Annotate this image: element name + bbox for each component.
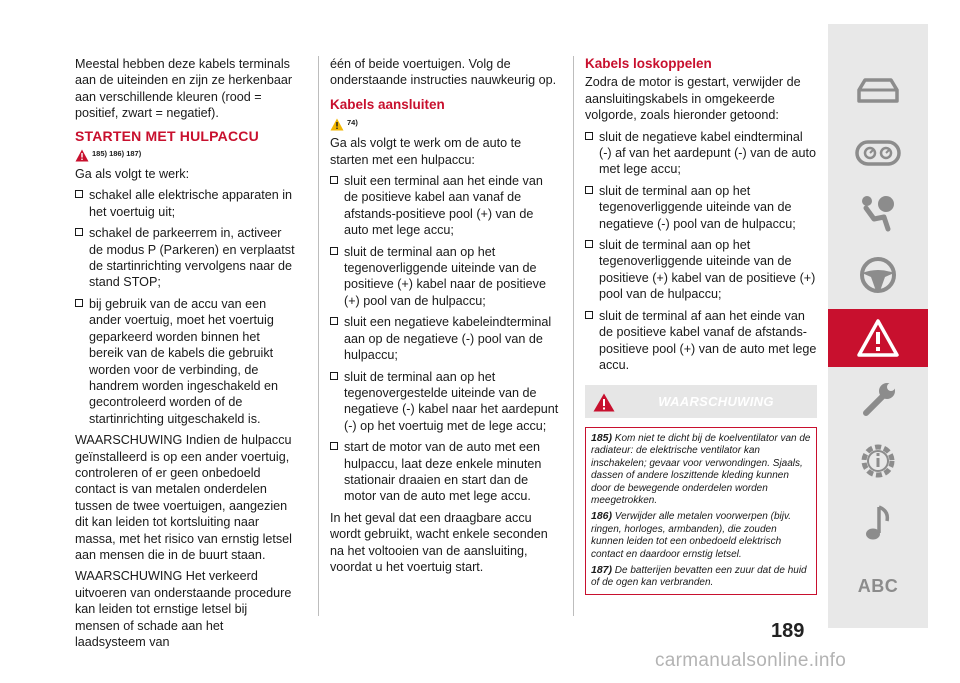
checkbox-bullet-icon bbox=[75, 299, 83, 307]
sidebar-item-technical-data[interactable] bbox=[828, 432, 928, 489]
checkbox-bullet-icon bbox=[330, 176, 338, 184]
caution-ref-number: 74) bbox=[347, 117, 358, 127]
checkbox-bullet-icon bbox=[75, 190, 83, 198]
sidebar-item-dashboard[interactable] bbox=[828, 124, 928, 181]
warning-item-number: 187) bbox=[591, 564, 613, 577]
warning-box bbox=[585, 385, 817, 595]
warning-ref-numbers: 185) 186) 187) bbox=[92, 148, 142, 158]
caution-refs bbox=[330, 115, 560, 131]
music-note-icon bbox=[861, 503, 895, 543]
warning-item: 187) De batterijen bevatten een zuur dat de huid of de ogen kan verbranden. bbox=[591, 564, 807, 589]
list-item: sluit een negatieve kabeleindterminal aan op de negatieve (-) pool van de hulpaccu; bbox=[330, 314, 560, 363]
sidebar-item-driving[interactable] bbox=[828, 246, 928, 303]
watermark: carmanualsonline.info bbox=[655, 650, 847, 671]
intro-text: Zodra de motor is gestart, verwijder de aansluitingskabels in omgekeerde volgorde, zoals hieronder getoond: bbox=[585, 75, 801, 123]
warning-paragraph: WAARSCHUWING Indien de hulpaccu geïnstalleerd is op een ander voertuig, controleren of er geen onbedoeld contact is van metalen onderdelen tussen de twee voertuigen, aangezien dit kan leiden tot kortsluiting naar massa, met het risico van ernstig letsel aan mensen die in de buurt staan. bbox=[75, 433, 292, 562]
sidebar-item-index[interactable] bbox=[828, 558, 928, 615]
checkbox-bullet-icon bbox=[330, 317, 338, 325]
sidebar-item-emergency[interactable] bbox=[828, 309, 928, 367]
checkbox-bullet-icon bbox=[585, 132, 593, 140]
lead-text: Ga als volgt te werk om de auto te starten met een hulpaccu: bbox=[330, 136, 522, 167]
steering-wheel-icon bbox=[858, 255, 898, 295]
list-item: sluit de terminal aan op het tegenoverliggende uiteinde van de positieve (+) kabel van de positieve (+) pool van de hulpaccu; bbox=[585, 237, 817, 303]
checkbox-bullet-icon bbox=[330, 247, 338, 255]
intro-text: Meestal hebben deze kabels terminals aan de uiteinden en zijn ze herkenbaar aan verschillende kleuren (rood = positief, zwart = negatief). bbox=[75, 57, 293, 121]
airbag-person-icon bbox=[858, 193, 898, 233]
checkbox-bullet-icon bbox=[585, 240, 593, 248]
abc-icon: ABC bbox=[857, 576, 899, 596]
checkbox-bullet-icon bbox=[585, 186, 593, 194]
warning-item-number: 186) bbox=[591, 510, 613, 523]
column-3 bbox=[585, 56, 817, 378]
warning-item: 186) Verwijder alle metalen voorwerpen (bijv. ringen, horloges, armbanden), die zouden kunnen leiden tot een onbedoeld elektrisch contact en daardoor ernstig letsel. bbox=[591, 510, 791, 560]
intro-text: één of beide voertuigen. Volg de onderstaande instructies nauwkeurig op. bbox=[330, 57, 557, 88]
caution-triangle-icon bbox=[330, 118, 344, 131]
paragraph: In het geval dat een draagbare accu wordt gebruikt, wacht enkele seconden na het voltooien van de aansluiting, voordat u het voertuig start. bbox=[330, 510, 548, 574]
column-divider-1 bbox=[318, 56, 319, 616]
lead-text: Ga als volgt te werk: bbox=[75, 167, 190, 182]
column-1 bbox=[75, 56, 295, 655]
list-item: sluit een terminal aan het einde van de positieve kabel aan vanaf de afstands-positieve pool (+) van de auto met lege accu; bbox=[330, 173, 560, 239]
warning-refs bbox=[75, 146, 295, 162]
list-item: schakel de parkeerrem in, activeer de modus P (Parkeren) en verplaatst de startinrichting vervolgens naar de stand STOP; bbox=[75, 225, 295, 291]
column-divider-2 bbox=[573, 56, 574, 616]
warning-triangle-icon bbox=[856, 318, 900, 358]
column-2 bbox=[330, 56, 560, 580]
page-number: 189 bbox=[771, 620, 805, 642]
warning-triangle-icon bbox=[75, 149, 89, 162]
list-item: sluit de terminal aan op het tegenovergestelde uiteinde van de negatieve (-) kabel naar het aardepunt (-) op het voertuig met de lege accu; bbox=[330, 369, 560, 435]
sidebar-item-car[interactable] bbox=[828, 62, 928, 119]
checkbox-bullet-icon bbox=[330, 372, 338, 380]
list-item: sluit de terminal aan op het tegenoverliggende uiteinde van de positieve (+) kabel naar de positieve (+) pool van de hulpaccu; bbox=[330, 244, 560, 310]
checkbox-bullet-icon bbox=[330, 442, 338, 450]
dashboard-gauges-icon bbox=[855, 139, 901, 167]
sidebar-item-maintenance[interactable] bbox=[828, 371, 928, 428]
list-item: schakel alle elektrische apparaten in het voertuig uit; bbox=[75, 187, 295, 220]
warning-body bbox=[585, 427, 817, 595]
list-item: sluit de terminal af aan het einde van de positieve kabel vanaf de afstands-positieve pool (+) van de auto met lege accu. bbox=[585, 308, 817, 374]
gear-info-icon bbox=[858, 441, 898, 481]
section-heading-aansluiten: Kabels aansluiten bbox=[330, 96, 445, 112]
checkbox-bullet-icon bbox=[75, 228, 83, 236]
warning-item-number: 185) bbox=[591, 432, 613, 444]
warning-title: WAARSCHUWING bbox=[658, 394, 774, 409]
warning-paragraph: WAARSCHUWING Het verkeerd uitvoeren van onderstaande procedure kan leiden tot ernstige letsel bij mensen of schade aan het laadsysteem van bbox=[75, 569, 292, 649]
list-item: sluit de terminal aan op het tegenoverliggende uiteinde van de negatieve (-) pool van de hulpaccu; bbox=[585, 183, 817, 232]
section-heading-starten: STARTEN MET HULPACCU bbox=[75, 127, 259, 144]
sidebar-item-safety[interactable] bbox=[828, 184, 928, 241]
wrench-icon bbox=[858, 380, 898, 420]
list-item: sluit de negatieve kabel eindterminal (-) af van het aardepunt (-) van de auto met lege accu; bbox=[585, 129, 817, 178]
list-item: start de motor van de auto met een hulpaccu, laat deze enkele minuten stationair draaien en start dan de motor van de auto met lege accu. bbox=[330, 439, 560, 505]
warning-item: 185) Kom niet te dicht bij de koelventilator van de radiateur: de elektrische ventilator kan inschakelen; gevaar voor verwondingen. Sjaals, dassen of andere loszittende kleding kunnen door de bewegende onderdelen worden meegetrokken. bbox=[591, 432, 811, 507]
chapter-sidebar bbox=[828, 24, 928, 628]
section-heading-loskoppelen: Kabels loskoppelen bbox=[585, 56, 712, 71]
warning-header bbox=[585, 385, 817, 418]
car-icon bbox=[855, 76, 901, 106]
checkbox-bullet-icon bbox=[585, 311, 593, 319]
sidebar-item-multimedia[interactable] bbox=[828, 494, 928, 551]
list-item: bij gebruik van de accu van een ander voertuig, moet het voertuig geparkeerd worden binnen het bereik van de kabels die gebruikt worden voor de verbinding, de handrem worden ingeschakeld en gecontroleerd worden of de startinrichting uitgeschakeld is. bbox=[75, 296, 295, 427]
